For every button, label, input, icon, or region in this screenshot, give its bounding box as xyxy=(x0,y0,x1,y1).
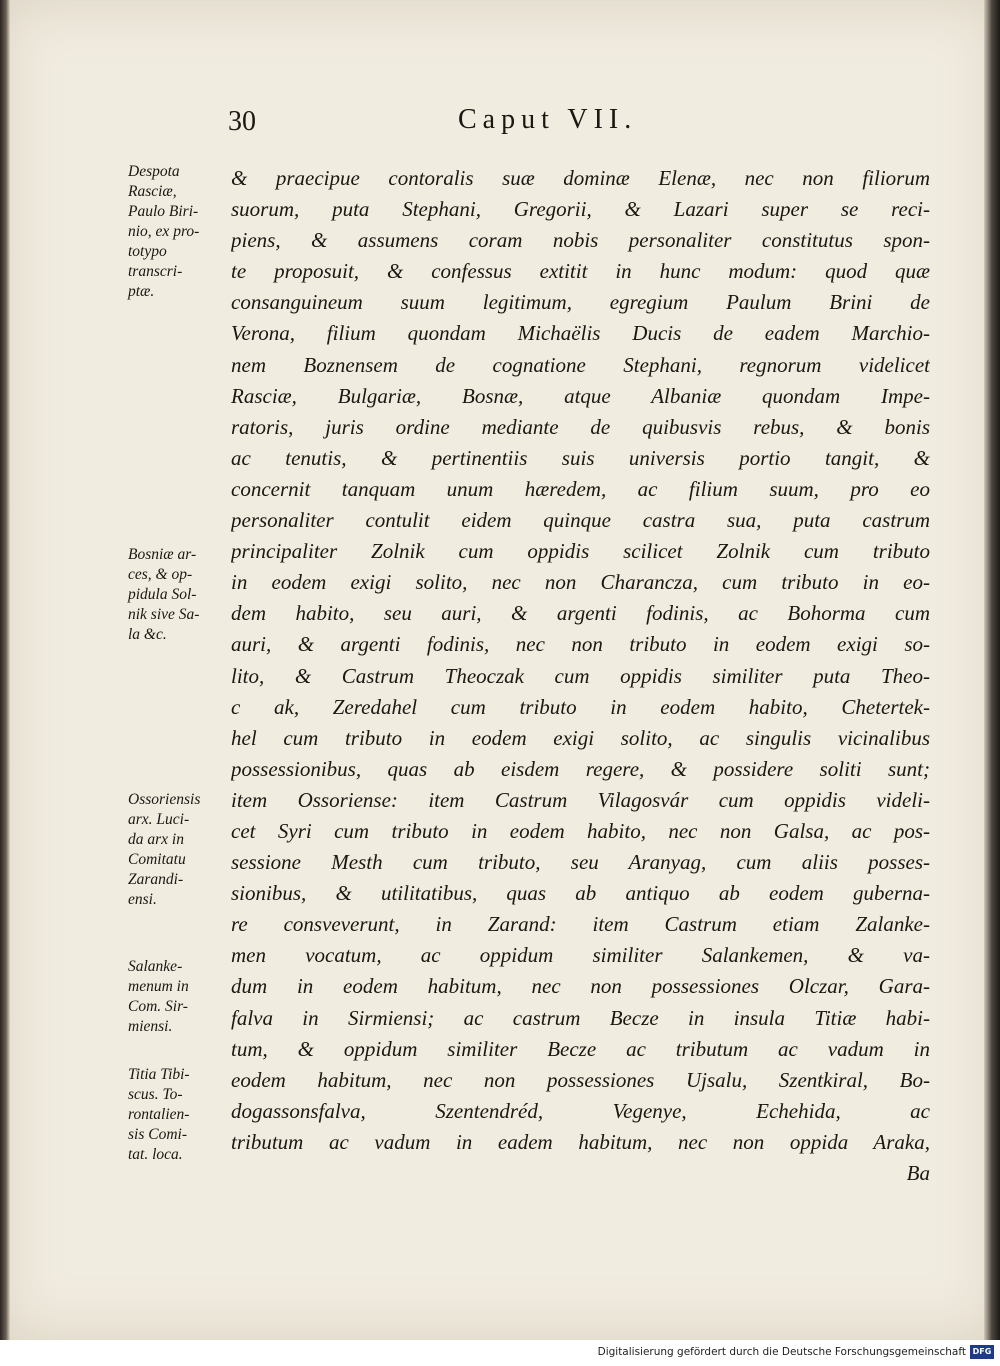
margin-note-line: Paulo Biri- xyxy=(128,203,199,220)
text-line: eodem habitum, nec non possessiones Ujsalu, Szentkiral, Bo- xyxy=(231,1067,930,1092)
catchword: Ba xyxy=(906,1161,930,1185)
text-line: consanguineum suum legitimum, egregium Paulum Brini de xyxy=(231,290,930,315)
margin-note xyxy=(128,790,228,910)
margin-note-line: Rasciæ, xyxy=(128,183,177,200)
running-head: Caput VII. xyxy=(458,104,638,135)
text-line: sionibus, & utilitatibus, quas ab antiquo ab eodem guberna- xyxy=(231,881,930,906)
body-text xyxy=(231,163,930,1189)
margin-note-line: Salanke- xyxy=(128,958,183,975)
dfg-logo-icon: DFG xyxy=(970,1345,994,1359)
margin-note-line: Titia Tibi- xyxy=(128,1066,190,1083)
page-edge-right xyxy=(984,0,1000,1340)
margin-note xyxy=(128,162,228,302)
page-header xyxy=(228,100,928,140)
margin-note-line: nik sive Sa- xyxy=(128,606,200,623)
margin-note-line: Ossoriensis xyxy=(128,791,201,808)
margin-note-line: ces, & op- xyxy=(128,566,193,583)
text-line: Verona, filium quondam Michaëlis Ducis de eadem Marchio- xyxy=(231,321,930,346)
margin-note xyxy=(128,1065,228,1165)
margin-note-line: menum in xyxy=(128,978,189,995)
margin-note-line: scus. To- xyxy=(128,1086,183,1103)
margin-note-line: Despota xyxy=(128,163,180,180)
text-line: cet Syri cum tributo in eodem habito, nec non Galsa, ac pos- xyxy=(231,818,930,843)
text-line: falva in Sirmiensi; ac castrum Becze in insula Titiæ habi- xyxy=(231,1005,930,1030)
digitization-footer xyxy=(0,1340,1000,1366)
text-line: in eodem exigi solito, nec non Charancza, cum tributo in eo- xyxy=(231,570,930,595)
margin-note-line: la &c. xyxy=(128,626,167,643)
text-line: tum, & oppidum similiter Becze ac tributum ac vadum in xyxy=(231,1036,930,1061)
text-line: re consveverunt, in Zarand: item Castrum etiam Zalanke- xyxy=(231,912,930,937)
text-line: dem habito, seu auri, & argenti fodinis, ac Bohorma cum xyxy=(231,601,930,626)
margin-note-line: totypo xyxy=(128,243,167,260)
text-line: concernit tanquam unum hæredem, ac filium suum, pro eo xyxy=(231,476,930,501)
text-line: & praecipue contoralis suæ dominæ Elenæ, nec non filiorum xyxy=(231,166,930,190)
text-line: auri, & argenti fodinis, nec non tributo in eodem exigi so- xyxy=(231,632,930,657)
text-line: sessione Mesth cum tributo, seu Aranyag, cum aliis posses- xyxy=(231,850,930,875)
text-line: ac tenutis, & pertinentiis suis universis portio tangit, & xyxy=(231,445,930,470)
page-number: 30 xyxy=(228,106,256,137)
margin-note-line: nio, ex pro- xyxy=(128,223,200,240)
margin-note-line: pidula Sol- xyxy=(128,586,197,603)
margin-note xyxy=(128,957,228,1037)
margin-note-line: miensi. xyxy=(128,1018,173,1035)
margin-note-line: da arx in xyxy=(128,831,184,848)
text-line: personaliter contulit eidem quinque castra sua, puta castrum xyxy=(231,508,930,533)
margin-note-line: Zarandi- xyxy=(128,871,184,888)
text-line: possessionibus, quas ab eisdem regere, & possidere soliti sunt; xyxy=(231,756,930,781)
margin-note-line: Comitatu xyxy=(128,851,186,868)
text-line: lito, & Castrum Theoczak cum oppidis similiter puta Theo- xyxy=(231,663,930,688)
margin-note xyxy=(128,545,228,645)
text-line: Rasciæ, Bulgariæ, Bosnæ, atque Albaniæ quondam Impe- xyxy=(231,383,930,408)
margin-note-line: ensi. xyxy=(128,891,157,908)
page-edge-left xyxy=(0,0,10,1340)
text-line: piens, & assumens coram nobis personaliter constitutus spon- xyxy=(231,228,930,253)
text-line: item Ossoriense: item Castrum Vilagosvár cum oppidis videli- xyxy=(231,787,930,812)
margin-note-line: ptæ. xyxy=(128,283,155,300)
text-line: dogassonsfalva, Szentendréd, Vegenye, Echehida, ac xyxy=(231,1098,930,1123)
text-line: suorum, puta Stephani, Gregorii, & Lazari super se reci- xyxy=(231,197,930,222)
margin-note-line: rontalien- xyxy=(128,1106,190,1123)
margin-note-line: arx. Luci- xyxy=(128,811,190,828)
margin-note-line: Bosniæ ar- xyxy=(128,546,197,563)
text-line: hel cum tributo in eodem exigi solito, ac singulis vicinalibus xyxy=(231,725,930,750)
text-line: nem Boznensem de cognatione Stephani, regnorum videlicet xyxy=(231,352,930,377)
text-line: c ak, Zeredahel cum tributo in eodem habito, Chetertek- xyxy=(231,694,930,719)
text-line: principaliter Zolnik cum oppidis scilicet Zolnik cum tributo xyxy=(231,539,930,564)
text-line: ratoris, juris ordine mediante de quibusvis rebus, & bonis xyxy=(231,414,930,439)
margin-note-line: Com. Sir- xyxy=(128,998,188,1015)
footer-credit: Digitalisierung gefördert durch die Deutsche Forschungsgemeinschaft xyxy=(597,1346,966,1358)
margin-note-line: sis Comi- xyxy=(128,1126,187,1143)
text-line: men vocatum, ac oppidum similiter Salankemen, & va- xyxy=(231,943,930,968)
margin-note-line: transcri- xyxy=(128,263,183,280)
text-line: dum in eodem habitum, nec non possessiones Olczar, Gara- xyxy=(231,974,930,999)
text-line: te proposuit, & confessus extitit in hunc modum: quod quæ xyxy=(231,259,930,284)
margin-note-line: tat. loca. xyxy=(128,1146,183,1163)
text-line: tributum ac vadum in eadem habitum, nec non oppida Araka, xyxy=(231,1129,930,1154)
